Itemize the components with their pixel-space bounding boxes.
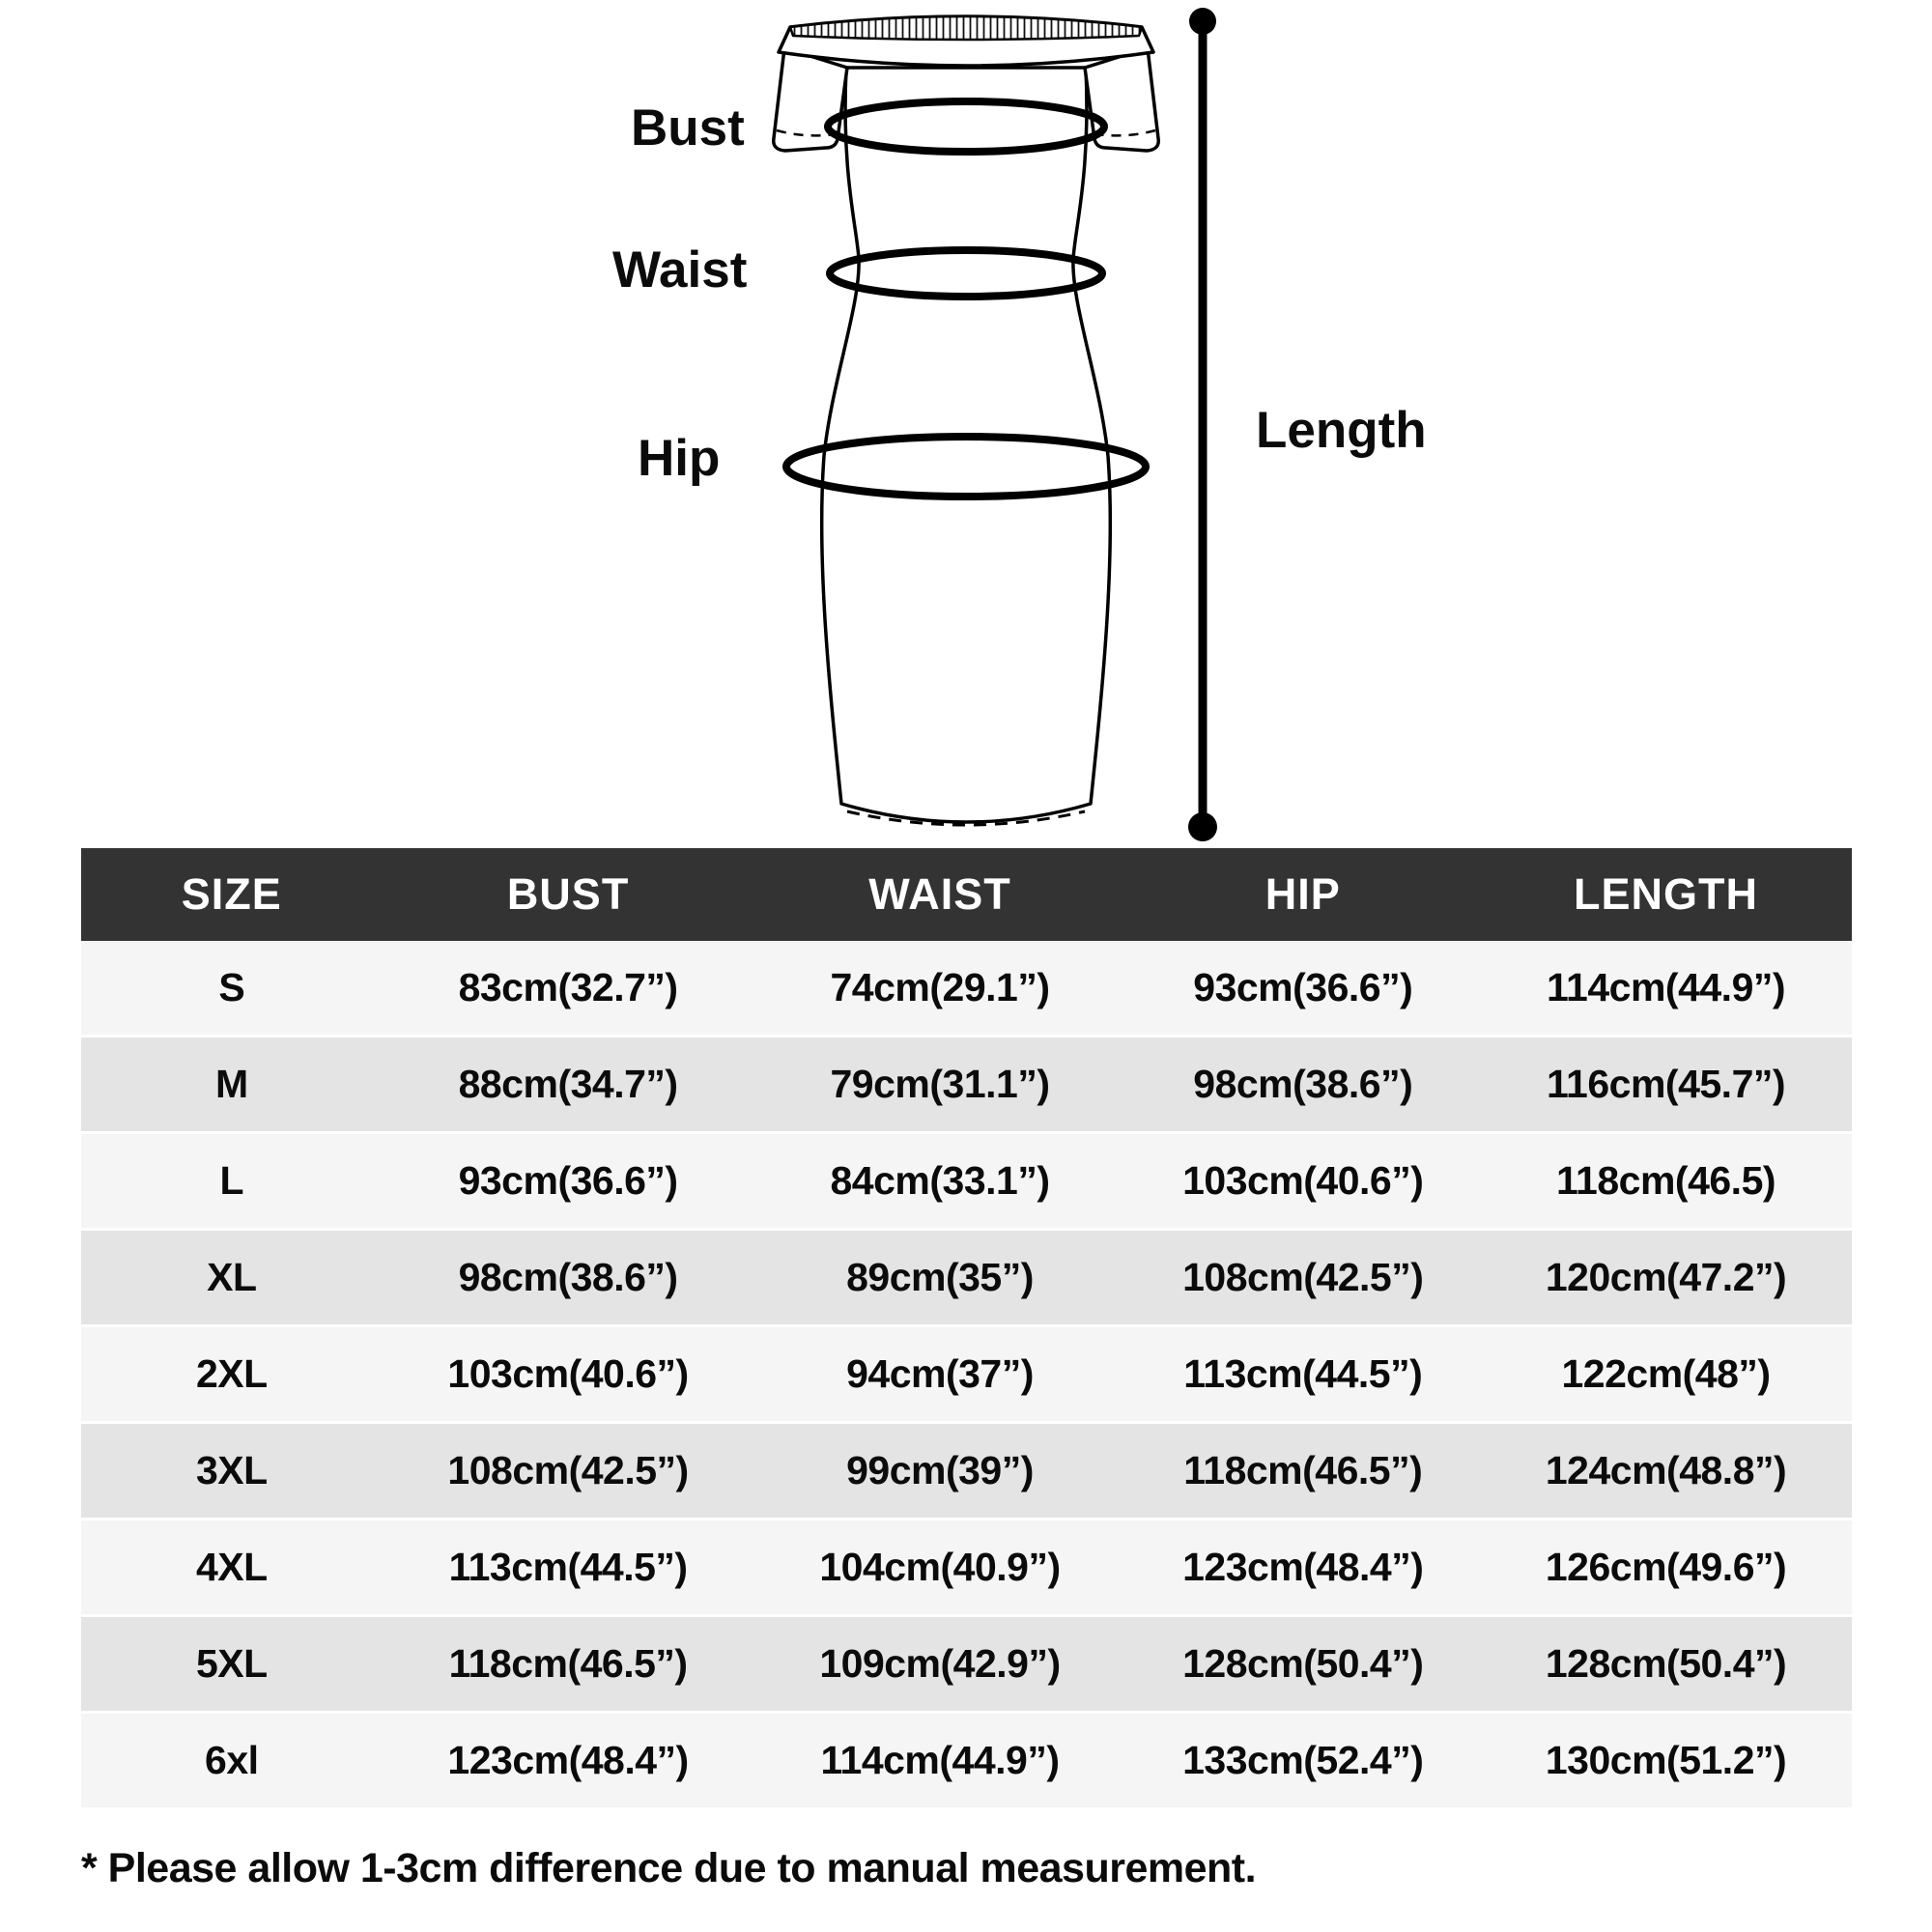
column-header-length: LENGTH — [1480, 848, 1852, 941]
size-row-6xl — [81, 1714, 1852, 1810]
measurement-cell: 74cm(29.1”) — [754, 941, 1126, 1037]
measurement-cell: 114cm(44.9”) — [754, 1714, 1126, 1810]
collar-hatched-trim — [790, 16, 1142, 40]
size-table-body — [81, 941, 1852, 1810]
measurement-cell: 128cm(50.4”) — [1125, 1617, 1480, 1714]
size-row-XL — [81, 1231, 1852, 1327]
size-row-2XL — [81, 1327, 1852, 1424]
column-header-waist: WAIST — [754, 848, 1126, 941]
column-header-hip: HIP — [1125, 848, 1480, 941]
header-row — [81, 848, 1852, 941]
measurement-cell: 113cm(44.5”) — [383, 1520, 754, 1617]
measurement-cell: 133cm(52.4”) — [1125, 1714, 1480, 1810]
size-table — [81, 848, 1852, 1810]
dress-diagram-svg — [0, 0, 1932, 848]
length-label: Length — [1256, 402, 1427, 459]
size-cell: 4XL — [81, 1520, 383, 1617]
measurement-cell: 104cm(40.9”) — [754, 1520, 1126, 1617]
measurement-cell: 122cm(48”) — [1480, 1327, 1852, 1424]
measurement-cell: 108cm(42.5”) — [383, 1424, 754, 1520]
measurement-cell: 83cm(32.7”) — [383, 941, 754, 1037]
size-cell: 6xl — [81, 1714, 383, 1810]
size-guide-diagram — [0, 0, 1932, 848]
measurement-cell: 79cm(31.1”) — [754, 1037, 1126, 1134]
size-cell: 3XL — [81, 1424, 383, 1520]
measurement-cell: 118cm(46.5”) — [383, 1617, 754, 1714]
size-cell: M — [81, 1037, 383, 1134]
size-cell: 5XL — [81, 1617, 383, 1714]
length-line-bottom-dot — [1188, 812, 1217, 841]
size-cell: XL — [81, 1231, 383, 1327]
size-row-M — [81, 1037, 1852, 1134]
measurement-cell: 103cm(40.6”) — [1125, 1134, 1480, 1231]
measurement-cell: 124cm(48.8”) — [1480, 1424, 1852, 1520]
measurement-cell: 93cm(36.6”) — [383, 1134, 754, 1231]
length-line-top-dot — [1189, 8, 1216, 35]
waist-label: Waist — [612, 242, 748, 298]
measurement-cell: 93cm(36.6”) — [1125, 941, 1480, 1037]
size-row-S — [81, 941, 1852, 1037]
measurement-cell: 128cm(50.4”) — [1480, 1617, 1852, 1714]
measurement-cell: 88cm(34.7”) — [383, 1037, 754, 1134]
size-row-5XL — [81, 1617, 1852, 1714]
size-cell: 2XL — [81, 1327, 383, 1424]
measurement-cell: 120cm(47.2”) — [1480, 1231, 1852, 1327]
size-cell: S — [81, 941, 383, 1037]
measurement-cell: 116cm(45.7”) — [1480, 1037, 1852, 1134]
measurement-cell: 123cm(48.4”) — [1125, 1520, 1480, 1617]
measurement-cell: 114cm(44.9”) — [1480, 941, 1852, 1037]
size-row-4XL — [81, 1520, 1852, 1617]
measurement-cell: 109cm(42.9”) — [754, 1617, 1126, 1714]
column-header-size: SIZE — [81, 848, 383, 941]
measurement-cell: 98cm(38.6”) — [383, 1231, 754, 1327]
hip-label: Hip — [638, 430, 721, 487]
size-cell: L — [81, 1134, 383, 1231]
column-header-bust: BUST — [383, 848, 754, 941]
measurement-cell: 108cm(42.5”) — [1125, 1231, 1480, 1327]
measurement-cell: 94cm(37”) — [754, 1327, 1126, 1424]
measurement-cell: 98cm(38.6”) — [1125, 1037, 1480, 1134]
size-table-header — [81, 848, 1852, 941]
measurement-cell: 103cm(40.6”) — [383, 1327, 754, 1424]
measurement-cell: 126cm(49.6”) — [1480, 1520, 1852, 1617]
size-row-3XL — [81, 1424, 1852, 1520]
measurement-cell: 118cm(46.5) — [1480, 1134, 1852, 1231]
measurement-cell: 123cm(48.4”) — [383, 1714, 754, 1810]
bust-label: Bust — [631, 99, 745, 156]
size-table-section — [81, 848, 1852, 1810]
measurement-cell: 130cm(51.2”) — [1480, 1714, 1852, 1810]
measurement-cell: 113cm(44.5”) — [1125, 1327, 1480, 1424]
measurement-cell: 99cm(39”) — [754, 1424, 1126, 1520]
measurement-cell: 84cm(33.1”) — [754, 1134, 1126, 1231]
measurement-note: * Please allow 1-3cm difference due to manual measurement. — [81, 1845, 1257, 1891]
size-row-L — [81, 1134, 1852, 1231]
measurement-cell: 89cm(35”) — [754, 1231, 1126, 1327]
measurement-cell: 118cm(46.5”) — [1125, 1424, 1480, 1520]
